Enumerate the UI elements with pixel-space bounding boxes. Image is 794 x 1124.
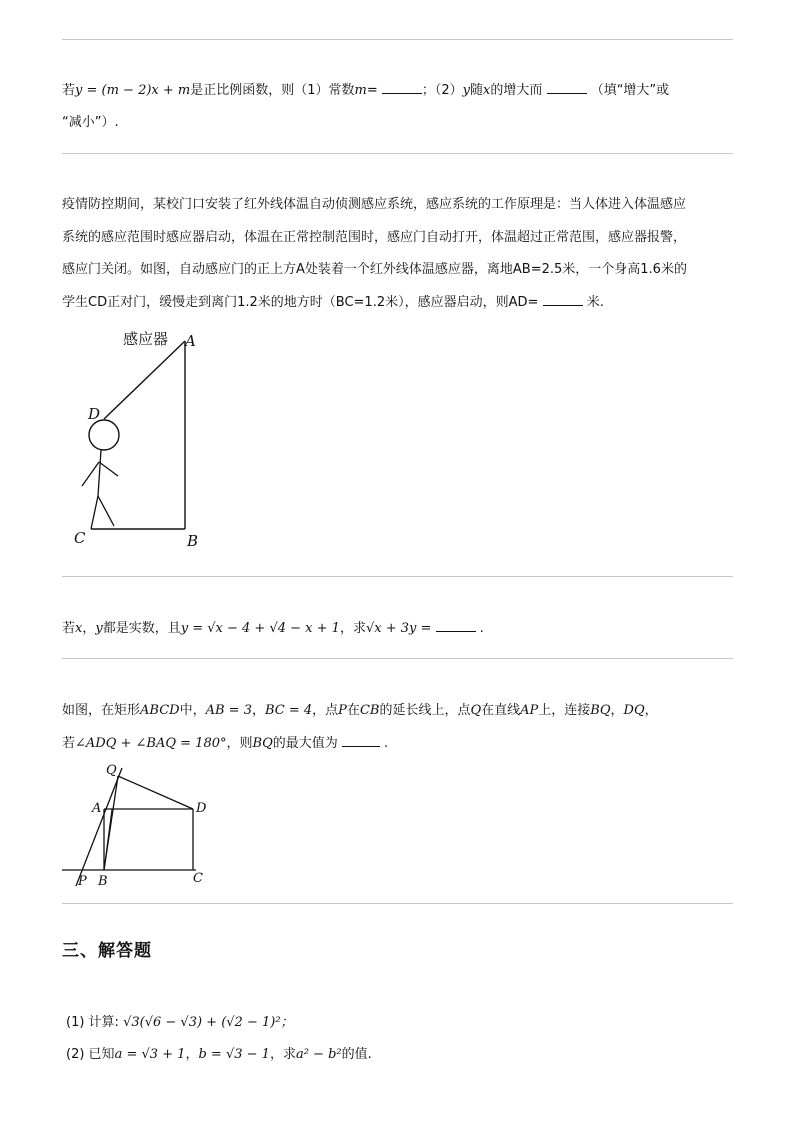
question-4-line-2: 若∠ADQ + ∠BAQ = 180°，则BQ的最大值为 . bbox=[62, 736, 389, 751]
question-1-line-1: 若y = (m − 2)x + m是正比例函数，则（1）常数m= ；（2）y随x的增大而 （填“增大”或 bbox=[62, 83, 670, 98]
arm-left bbox=[82, 462, 99, 486]
question-2-line-2: 系统的感应范围时感应器启动，体温在正常控制范围时，感应门自动打开，体温超过正常范围，感应器报警， bbox=[62, 230, 687, 245]
divider-4 bbox=[62, 903, 733, 904]
helper-line bbox=[104, 809, 112, 870]
question-5-part-2: (2) 已知a = √3 + 1，b = √3 − 1，求a² − b²的值. bbox=[66, 1047, 372, 1062]
question-2-line-3: 感应门关闭。如图，自动感应门的正上方A处装着一个红外线体温感应器，离地AB=2.5米，一个身高1.6米的 bbox=[62, 262, 687, 277]
question-3-line: 若x，y都是实数，且y = √x − 4 + √4 − x + 1，求√x + 3y = . bbox=[62, 621, 484, 636]
point-d-label: D bbox=[88, 405, 101, 423]
rectangle-figure bbox=[62, 758, 222, 890]
point-c-label: C bbox=[74, 529, 86, 547]
point-b-label: B bbox=[98, 874, 108, 889]
point-a-label: A bbox=[92, 801, 102, 816]
sensor-line bbox=[104, 341, 185, 419]
equation: y = (m − 2)x + m bbox=[75, 83, 191, 98]
segment-dq bbox=[118, 776, 193, 809]
point-a-label: A bbox=[185, 332, 196, 350]
leg-left bbox=[91, 496, 98, 529]
equation: y = √x − 4 + √4 − x + 1 bbox=[180, 621, 340, 636]
divider-top bbox=[62, 39, 733, 40]
point-b-label: B bbox=[187, 532, 199, 550]
arm-right bbox=[99, 462, 118, 476]
leg-right bbox=[98, 496, 114, 526]
question-4-line-1: 如图，在矩形ABCD中，AB = 3，BC = 4，点P在CB的延长线上，点Q在直线AP上，连接BQ，DQ， bbox=[62, 703, 658, 718]
point-q-label: Q bbox=[106, 763, 117, 778]
point-p-label: P bbox=[78, 874, 87, 889]
answer-blank[interactable] bbox=[543, 293, 583, 306]
sensor-label: 感应器 bbox=[123, 330, 169, 348]
sensor-figure bbox=[66, 326, 226, 556]
point-c-label: C bbox=[193, 871, 203, 886]
section-heading: 三、解答题 bbox=[62, 941, 152, 961]
body-line bbox=[98, 450, 101, 496]
line-ap bbox=[76, 768, 122, 886]
point-d-label: D bbox=[196, 801, 207, 816]
divider-2 bbox=[62, 576, 733, 577]
question-2-line-1: 疫情防控期间，某校门口安装了红外线体温自动侦测感应系统，感应系统的工作原理是：当人体进入体温感应 bbox=[62, 197, 687, 212]
expression: √x + 3y = bbox=[365, 621, 432, 636]
question-1-line-2: “减小”）. bbox=[62, 115, 119, 130]
head-circle bbox=[89, 420, 119, 450]
answer-blank[interactable] bbox=[547, 81, 587, 94]
divider-3 bbox=[62, 658, 733, 659]
answer-blank[interactable] bbox=[382, 81, 422, 94]
divider-1 bbox=[62, 153, 733, 154]
question-2-line-4: 学生CD正对门，缓慢走到离门1.2米的地方时（BC=1.2米），感应器启动，则AD= 米. bbox=[62, 295, 604, 310]
answer-blank[interactable] bbox=[342, 734, 380, 747]
question-5-part-1: (1) 计算: √3(√6 − √3) + (√2 − 1)²； bbox=[66, 1015, 294, 1030]
expression: √3(√6 − √3) + (√2 − 1)²； bbox=[123, 1015, 294, 1030]
angle-condition: ∠ADQ + ∠BAQ = 180° bbox=[75, 736, 227, 751]
answer-blank[interactable] bbox=[436, 619, 476, 632]
